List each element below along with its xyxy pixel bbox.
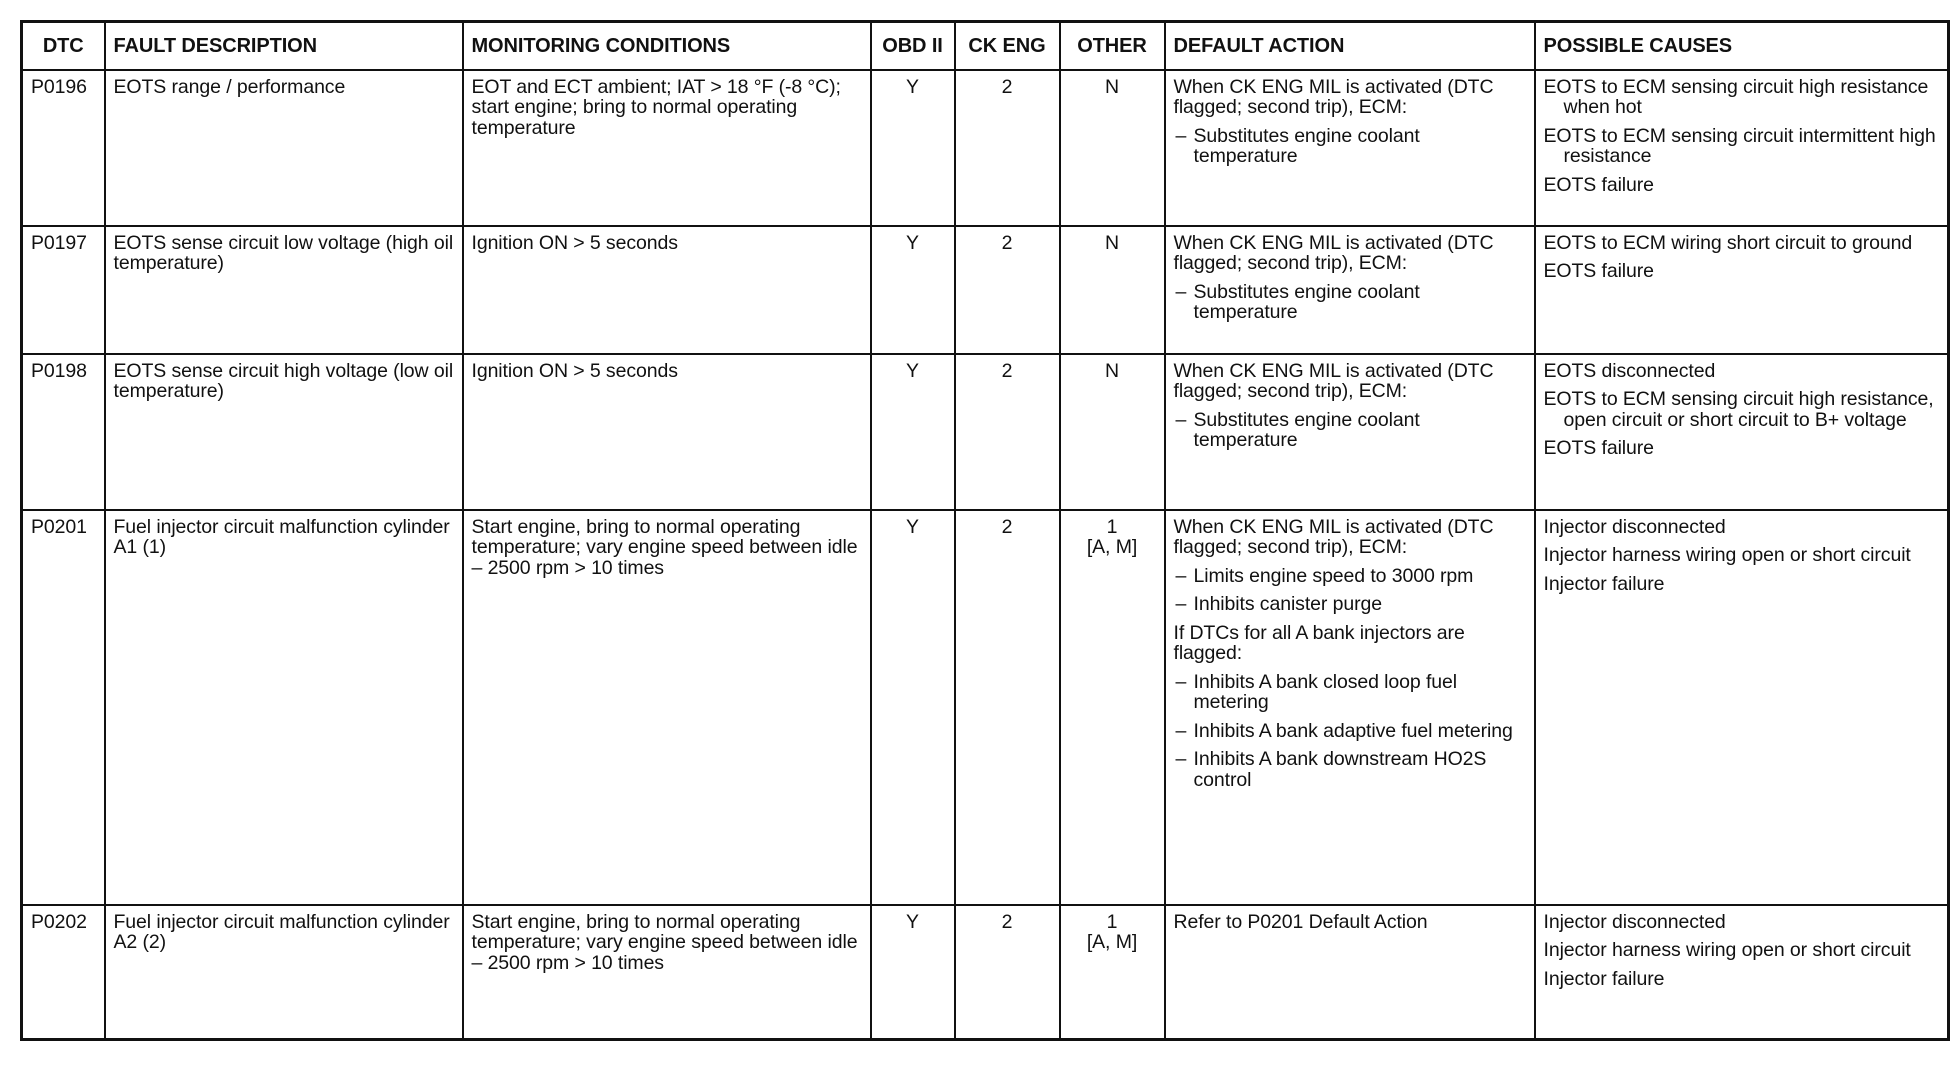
cause-item: EOTS to ECM sensing circuit high resistance when hot — [1543, 76, 1929, 119]
dtc-table-page — [20, 20, 1950, 1041]
cause-item: EOTS to ECM wiring short circuit to ground — [1543, 232, 1913, 254]
default-action-intro: Refer to P0201 Default Action — [1173, 911, 1428, 933]
cause-item: Injector harness wiring open or short circuit — [1543, 939, 1911, 962]
cause-item: EOTS failure — [1543, 260, 1654, 283]
dtc-code: P0197 — [22, 226, 105, 354]
possible-causes — [1535, 510, 1949, 905]
default-action-item: – Inhibits A bank downstream HO2S control — [1174, 749, 1526, 790]
cause-item: EOTS to ECM sensing circuit high resistance, open circuit or short circuit to B+ voltage — [1543, 388, 1934, 431]
header-obd-ii: OBD II — [871, 22, 955, 71]
dtc-code: P0202 — [22, 905, 105, 1039]
other-line-1: N — [1105, 232, 1119, 254]
other-line-1: 1 — [1106, 516, 1118, 538]
default-action-item: – Inhibits A bank adaptive fuel metering — [1174, 721, 1526, 741]
cause-item: EOTS failure — [1543, 437, 1654, 460]
possible-causes — [1535, 354, 1949, 510]
default-action-list-2 — [1174, 672, 1526, 790]
cause-item: EOTS failure — [1543, 173, 1654, 196]
other-line-1: 1 — [1106, 911, 1118, 933]
possible-causes — [1535, 226, 1949, 354]
default-action-intro: When CK ENG MIL is activated (DTC flagged; second trip), ECM: — [1173, 76, 1494, 119]
header-ck-eng: CK ENG — [955, 22, 1060, 71]
obd-ii-value: Y — [871, 226, 955, 354]
header-monitoring-conditions: MONITORING CONDITIONS — [463, 22, 871, 71]
obd-ii-value: Y — [871, 510, 955, 905]
other-value — [1060, 70, 1165, 226]
cause-item: Injector failure — [1543, 572, 1665, 595]
header-fault-description: FAULT DESCRIPTION — [105, 22, 463, 71]
default-action-intro: When CK ENG MIL is activated (DTC flagged; second trip), ECM: — [1173, 360, 1494, 403]
obd-ii-value: Y — [871, 70, 955, 226]
fault-description: EOTS sense circuit low voltage (high oil temperature) — [105, 226, 463, 354]
default-action-intro: When CK ENG MIL is activated (DTC flagged; second trip), ECM: — [1173, 232, 1494, 275]
obd-ii-value: Y — [871, 905, 955, 1039]
default-action-list — [1174, 126, 1526, 167]
table-row — [22, 510, 1949, 905]
dtc-code: P0196 — [22, 70, 105, 226]
cause-item: EOTS disconnected — [1543, 360, 1716, 382]
fault-description: Fuel injector circuit malfunction cylinder A2 (2) — [105, 905, 463, 1039]
ck-eng-value: 2 — [955, 510, 1060, 905]
default-action — [1165, 510, 1535, 905]
default-action — [1165, 70, 1535, 226]
default-action — [1165, 905, 1535, 1039]
other-value — [1060, 510, 1165, 905]
other-line-2: [A, M] — [1086, 931, 1138, 954]
obd-ii-value: Y — [871, 354, 955, 510]
header-default-action: DEFAULT ACTION — [1165, 22, 1535, 71]
cause-item: Injector disconnected — [1543, 911, 1726, 933]
default-action-list — [1174, 410, 1526, 451]
monitoring-conditions: Start engine, bring to normal operating temperature; vary engine speed between idle – 2500 rpm > 10 times — [463, 510, 871, 905]
default-action-item: – Inhibits canister purge — [1174, 594, 1526, 614]
table-row — [22, 354, 1949, 510]
default-action-item: – Substitutes engine coolant temperature — [1174, 282, 1526, 323]
fault-description: Fuel injector circuit malfunction cylinder A1 (1) — [105, 510, 463, 905]
fault-description: EOTS sense circuit high voltage (low oil temperature) — [105, 354, 463, 510]
monitoring-conditions: EOT and ECT ambient; IAT > 18 °F (-8 °C); start engine; bring to normal operating temperature — [463, 70, 871, 226]
other-value — [1060, 354, 1165, 510]
default-action-item: – Substitutes engine coolant temperature — [1174, 126, 1526, 167]
monitoring-conditions: Start engine, bring to normal operating temperature; vary engine speed between idle – 2500 rpm > 10 times — [463, 905, 871, 1039]
other-line-1: N — [1105, 360, 1119, 382]
dtc-code: P0198 — [22, 354, 105, 510]
cause-item: Injector failure — [1543, 967, 1665, 990]
cause-item: EOTS to ECM sensing circuit intermittent high resistance — [1543, 124, 1936, 168]
cause-item: Injector disconnected — [1543, 516, 1726, 538]
possible-causes — [1535, 905, 1949, 1039]
table-row — [22, 226, 1949, 354]
ck-eng-value: 2 — [955, 70, 1060, 226]
dtc-table — [20, 20, 1950, 1041]
default-action-list — [1174, 566, 1526, 615]
default-action-intro: When CK ENG MIL is activated (DTC flagged; second trip), ECM: — [1173, 516, 1494, 559]
ck-eng-value: 2 — [955, 354, 1060, 510]
dtc-code: P0201 — [22, 510, 105, 905]
header-other: OTHER — [1060, 22, 1165, 71]
monitoring-conditions: Ignition ON > 5 seconds — [463, 354, 871, 510]
default-action-list — [1174, 282, 1526, 323]
possible-causes — [1535, 70, 1949, 226]
fault-description: EOTS range / performance — [105, 70, 463, 226]
table-row — [22, 905, 1949, 1039]
ck-eng-value: 2 — [955, 226, 1060, 354]
default-action-item: – Substitutes engine coolant temperature — [1174, 410, 1526, 451]
monitoring-conditions: Ignition ON > 5 seconds — [463, 226, 871, 354]
default-action-intro-2: If DTCs for all A bank injectors are flagged: — [1173, 621, 1465, 665]
default-action — [1165, 354, 1535, 510]
ck-eng-value: 2 — [955, 905, 1060, 1039]
default-action-item: – Limits engine speed to 3000 rpm — [1174, 566, 1526, 586]
cause-item: Injector harness wiring open or short circuit — [1543, 544, 1911, 567]
table-row — [22, 70, 1949, 226]
other-value — [1060, 905, 1165, 1039]
other-line-1: N — [1105, 76, 1119, 98]
header-dtc: DTC — [22, 22, 105, 71]
table-header-row — [22, 22, 1949, 71]
other-line-2: [A, M] — [1086, 536, 1138, 559]
default-action — [1165, 226, 1535, 354]
other-value — [1060, 226, 1165, 354]
default-action-item: – Inhibits A bank closed loop fuel metering — [1174, 672, 1526, 713]
header-possible-causes: POSSIBLE CAUSES — [1535, 22, 1949, 71]
